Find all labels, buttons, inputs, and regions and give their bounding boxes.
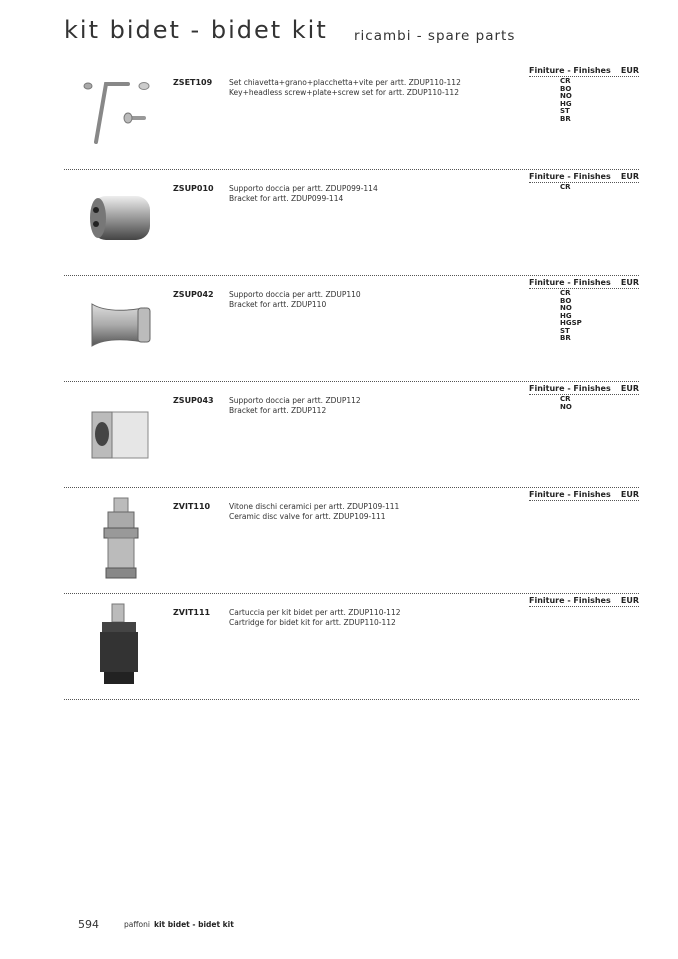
finish-code: CR: [560, 395, 571, 403]
finish-code: NO: [560, 304, 572, 312]
finish-code: HG: [560, 311, 572, 320]
description-english: Cartridge for bidet kit for artt. ZDUP110-112: [229, 618, 396, 627]
finishes-list: [560, 78, 572, 123]
product-row: [64, 170, 639, 276]
finishes-label: Finiture - Finishes: [529, 490, 611, 499]
product-code: ZSUP043: [173, 396, 214, 405]
finishes-label: Finiture - Finishes: [529, 278, 611, 287]
description-english: Bracket for artt. ZDUP110: [229, 300, 327, 309]
product-row: [64, 594, 639, 700]
eur-label: EUR: [620, 490, 639, 499]
description-english: Key+headless screw+plate+screw set for artt. ZDUP110-112: [229, 88, 459, 97]
finishes-header: [529, 172, 639, 183]
finish-code: ST: [560, 326, 570, 335]
finish-code: CR: [560, 183, 571, 191]
product-code: ZVIT110: [173, 502, 211, 511]
eur-label: EUR: [620, 384, 639, 393]
description-italian: Vitone dischi ceramici per artt. ZDUP109-111: [229, 502, 400, 511]
finish-code: CR: [560, 77, 571, 85]
product-description: [229, 396, 361, 416]
finishes-label: Finiture - Finishes: [529, 66, 611, 75]
description-italian: Supporto doccia per artt. ZDUP112: [229, 396, 361, 405]
footer-brand: paffoni: [124, 920, 150, 929]
product-row: [64, 276, 639, 382]
product-code: ZSUP042: [173, 290, 214, 299]
product-code: ZSET109: [173, 78, 213, 87]
finishes-label: Finiture - Finishes: [529, 172, 611, 181]
product-code: ZSUP010: [173, 184, 214, 193]
product-row: [64, 64, 639, 170]
eur-label: EUR: [620, 596, 639, 605]
finishes-header: [529, 278, 639, 289]
square-bracket-image: [78, 390, 164, 476]
finish-code: NO: [560, 402, 572, 411]
page-subtitle: ricambi - spare parts: [354, 28, 516, 44]
finishes-header: [529, 66, 639, 77]
finishes-header: [529, 596, 639, 607]
finishes-label: Finiture - Finishes: [529, 596, 611, 605]
product-description: [229, 608, 401, 628]
description-italian: Supporto doccia per artt. ZDUP099-114: [229, 184, 378, 193]
description-italian: Supporto doccia per artt. ZDUP110: [229, 290, 361, 299]
finish-code: ST: [560, 107, 570, 115]
description-english: Bracket for artt. ZDUP112: [229, 406, 327, 415]
round-bracket-image: [78, 178, 164, 264]
product-description: [229, 502, 399, 522]
finish-code: HG: [560, 99, 572, 108]
key-screw-set-image: [78, 72, 164, 158]
product-code: ZVIT111: [173, 608, 211, 617]
finish-code: BR: [560, 114, 571, 123]
eur-label: EUR: [620, 172, 639, 181]
product-description: [229, 290, 361, 310]
footer-section: kit bidet - bidet kit: [154, 920, 234, 929]
description-italian: Cartuccia per kit bidet per artt. ZDUP110-112: [229, 608, 401, 617]
ceramic-valve-image: [78, 496, 164, 582]
curved-bracket-image: [78, 284, 164, 370]
finish-code: BR: [560, 334, 571, 342]
eur-label: EUR: [620, 278, 639, 287]
finish-code: BO: [560, 84, 572, 93]
description-italian: Set chiavetta+grano+placchetta+vite per artt. ZDUP110-112: [229, 78, 461, 87]
finishes-list: [560, 184, 571, 192]
finishes-list: [560, 396, 572, 411]
finishes-list: [560, 290, 582, 343]
product-row: [64, 488, 639, 594]
cartridge-image: [78, 602, 164, 688]
row-separator: [64, 699, 639, 700]
product-row: [64, 382, 639, 488]
finish-code: CR: [560, 289, 571, 297]
description-english: Bracket for artt. ZDUP099-114: [229, 194, 344, 203]
eur-label: EUR: [620, 66, 639, 75]
product-description: [229, 184, 378, 204]
page-number: 594: [78, 918, 99, 931]
product-description: [229, 78, 461, 98]
description-english: Ceramic disc valve for artt. ZDUP109-111: [229, 512, 386, 521]
finish-code: HGSP: [560, 319, 582, 327]
finishes-header: [529, 384, 639, 395]
page-title: kit bidet - bidet kit: [64, 16, 328, 44]
finish-code: NO: [560, 92, 572, 100]
finishes-label: Finiture - Finishes: [529, 384, 611, 393]
finish-code: BO: [560, 296, 572, 305]
finishes-header: [529, 490, 639, 501]
